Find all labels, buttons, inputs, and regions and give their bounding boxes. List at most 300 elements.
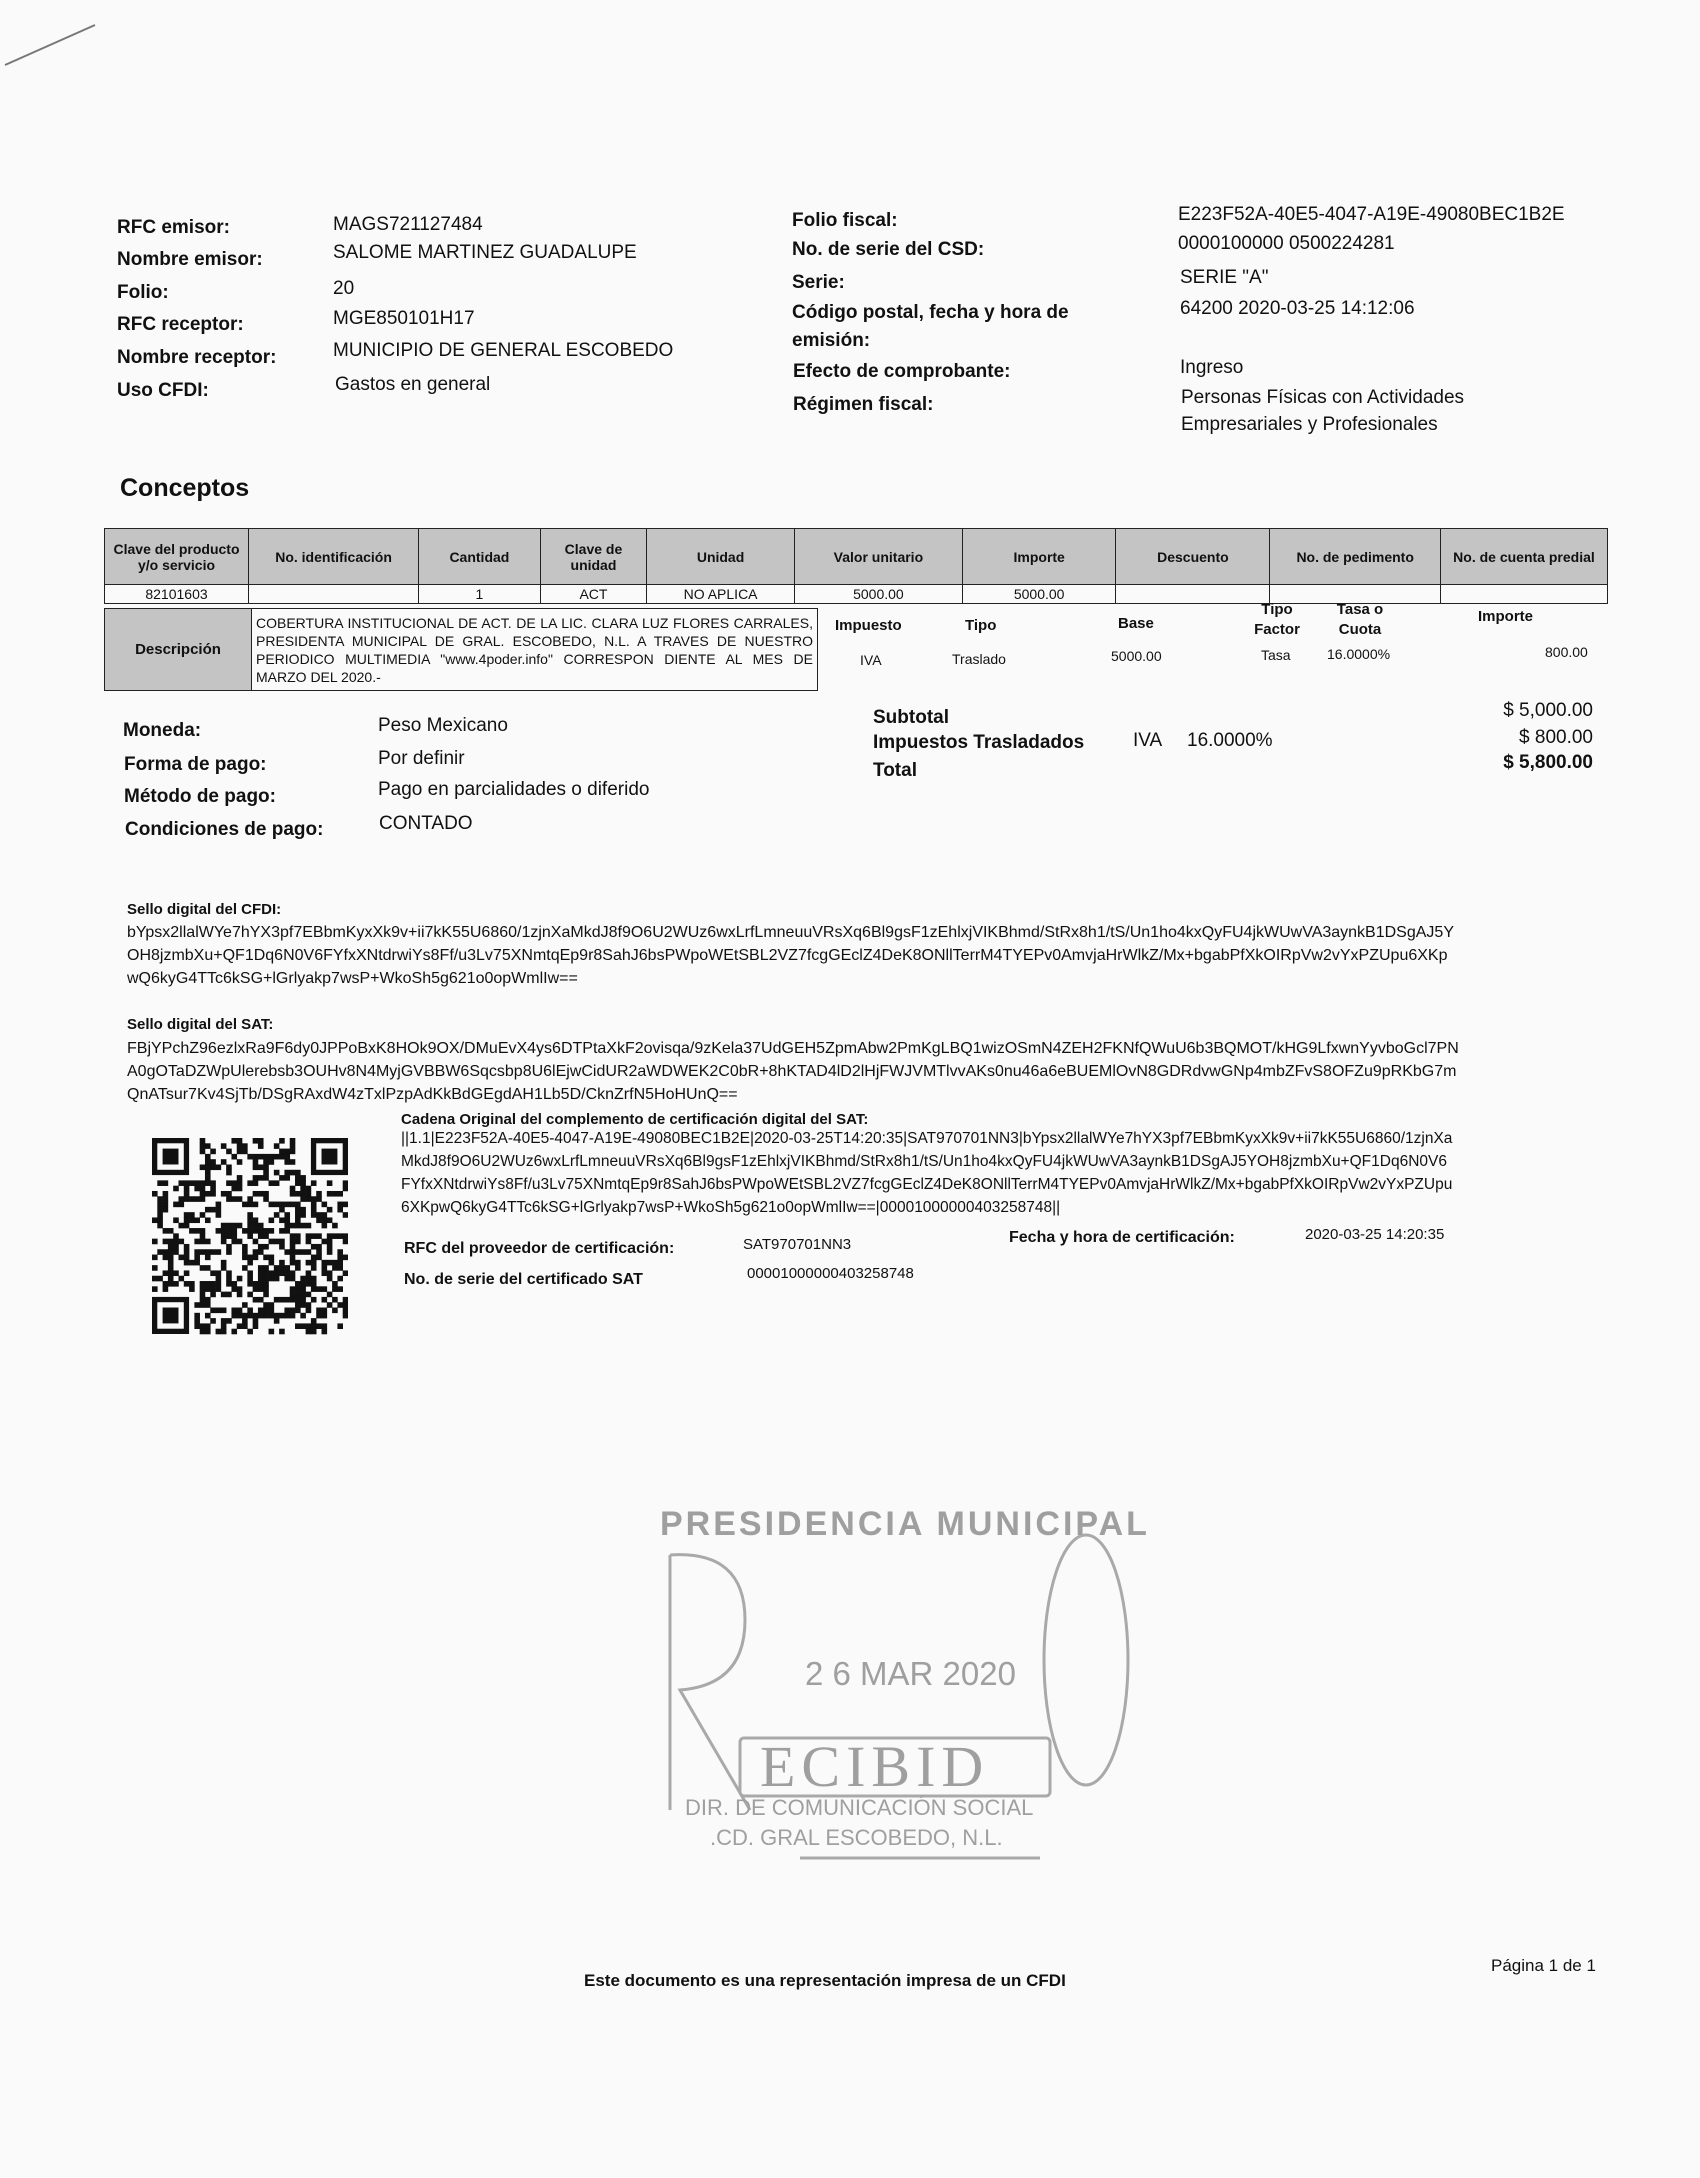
- cell-clave-producto: 82101603: [105, 585, 249, 604]
- qr-module: [327, 1239, 333, 1245]
- header-clave-producto: Clave del producto y/o servicio: [105, 529, 249, 585]
- qr-module: [311, 1329, 317, 1335]
- qr-module: [327, 1302, 333, 1308]
- folio-label: Folio:: [117, 282, 169, 303]
- qr-module: [290, 1233, 296, 1239]
- qr-module: [210, 1281, 216, 1287]
- tax-header-tipo: Tipo: [965, 617, 997, 634]
- qr-module: [221, 1318, 227, 1324]
- qr-module: [274, 1143, 280, 1149]
- qr-module: [226, 1170, 232, 1176]
- qr-module: [205, 1154, 211, 1160]
- qr-module: [263, 1292, 269, 1298]
- qr-module: [205, 1175, 211, 1181]
- qr-module: [284, 1170, 290, 1176]
- qr-module: [279, 1138, 285, 1144]
- qr-module: [163, 1202, 169, 1208]
- qr-module: [279, 1239, 285, 1245]
- qr-module: [258, 1154, 264, 1160]
- qr-module: [269, 1239, 275, 1245]
- qr-module: [205, 1207, 211, 1213]
- header-no-pedimento: No. de pedimento: [1270, 529, 1441, 585]
- metodo-pago: Pago en parcialidades o diferido: [378, 779, 650, 800]
- sello-sat-line: QnATsur7Kv4SjTb/DSgRAxdW4zTxlPzpAdKkBdGEgdAH1Lb5D/CknZrfN5HoHUnQ==: [127, 1086, 738, 1103]
- qr-module: [258, 1138, 264, 1144]
- qr-module: [157, 1249, 163, 1255]
- qr-module: [263, 1265, 269, 1271]
- qr-module: [184, 1196, 190, 1202]
- qr-module: [157, 1207, 163, 1213]
- qr-module: [216, 1202, 222, 1208]
- qr-code: [152, 1138, 348, 1338]
- tax-tasa: 16.0000%: [1327, 646, 1391, 662]
- qr-module: [279, 1154, 285, 1160]
- cell-valor-unitario: 5000.00: [794, 585, 962, 604]
- sello-cfdi: [127, 921, 1617, 990]
- qr-module: [216, 1281, 222, 1287]
- cell-unidad: NO APLICA: [647, 585, 795, 604]
- qr-module: [247, 1223, 253, 1229]
- qr-module: [290, 1202, 296, 1208]
- qr-module: [343, 1313, 348, 1319]
- qr-module: [247, 1270, 253, 1276]
- qr-module: [221, 1323, 227, 1329]
- sello-sat-line: A0gOTaDZWpUlerebsb3OUHv8N4MyjGVBBW6Sqcsbp8U6lEjwCidUR2aWDWEK2C0bR+8hKTAD4lD2lHjFWJVMTlvvAKs0nu46a6eBUEMlOvN8GDRdvwGNp4mbZFvS8OFZu9pRKbG7m: [127, 1063, 1457, 1080]
- qr-module: [194, 1228, 200, 1234]
- qr-module: [216, 1286, 222, 1292]
- qr-module: [284, 1175, 290, 1181]
- qr-module: [258, 1297, 264, 1303]
- qr-module: [237, 1175, 243, 1181]
- qr-module: [316, 1233, 322, 1239]
- qr-module: [284, 1228, 290, 1234]
- qr-module: [274, 1154, 280, 1160]
- qr-module: [316, 1217, 322, 1223]
- qr-module: [247, 1281, 253, 1287]
- qr-module: [263, 1233, 269, 1239]
- qr-module: [269, 1302, 275, 1308]
- qr-module: [221, 1239, 227, 1245]
- qr-module: [263, 1270, 269, 1276]
- qr-module: [242, 1249, 248, 1255]
- qr-module: [274, 1276, 280, 1282]
- qr-module: [242, 1318, 248, 1324]
- description-table: [104, 608, 818, 691]
- qr-module: [194, 1255, 200, 1261]
- qr-module: [247, 1313, 253, 1319]
- qr-module: [322, 1212, 328, 1218]
- sello-cfdi-label: Sello digital del CFDI:: [127, 901, 282, 918]
- svg-text:.CD. GRAL ESCOBEDO, N.L.: .CD. GRAL ESCOBEDO, N.L.: [710, 1825, 1003, 1850]
- qr-module: [178, 1180, 184, 1186]
- qr-module: [290, 1270, 296, 1276]
- qr-module: [290, 1308, 296, 1314]
- qr-module: [290, 1186, 296, 1192]
- qr-module: [210, 1186, 216, 1192]
- qr-module: [205, 1265, 211, 1271]
- qr-module: [332, 1297, 338, 1303]
- qr-module: [216, 1164, 222, 1170]
- qr-module: [226, 1281, 232, 1287]
- qr-module: [332, 1191, 338, 1197]
- qr-module: [300, 1196, 306, 1202]
- qr-module: [200, 1249, 206, 1255]
- nombre-emisor-label: Nombre emisor:: [117, 249, 263, 270]
- qr-module: [295, 1212, 301, 1218]
- qr-module: [269, 1154, 275, 1160]
- qr-module: [231, 1233, 237, 1239]
- qr-module: [189, 1228, 195, 1234]
- qr-module: [242, 1228, 248, 1234]
- qr-module: [263, 1228, 269, 1234]
- qr-module: [279, 1244, 285, 1250]
- qr-module: [152, 1217, 158, 1223]
- qr-module: [274, 1180, 280, 1186]
- cadena-original-title: Cadena Original del complemento de certificación digital del SAT:: [401, 1111, 869, 1128]
- qr-module: [237, 1143, 243, 1149]
- qr-module: [231, 1228, 237, 1234]
- qr-module: [231, 1286, 237, 1292]
- qr-module: [322, 1308, 328, 1314]
- qr-module: [337, 1255, 343, 1261]
- qr-module: [295, 1265, 301, 1271]
- serie-csd: 0000100000 0500224281: [1178, 233, 1395, 254]
- qr-module: [205, 1313, 211, 1319]
- qr-module: [194, 1302, 200, 1308]
- qr-module: [237, 1313, 243, 1319]
- qr-module: [258, 1281, 264, 1287]
- qr-module: [290, 1239, 296, 1245]
- qr-module: [237, 1223, 243, 1229]
- qr-module: [316, 1313, 322, 1319]
- qr-module: [311, 1318, 317, 1324]
- serie-certificado-sat-label: No. de serie del certificado SAT: [404, 1271, 643, 1288]
- qr-module: [269, 1329, 275, 1335]
- qr-module: [226, 1233, 232, 1239]
- qr-module: [189, 1212, 195, 1218]
- qr-module: [173, 1233, 179, 1239]
- qr-module: [263, 1286, 269, 1292]
- impuestos-tipo: IVA: [1133, 730, 1163, 751]
- qr-module: [242, 1255, 248, 1261]
- qr-module: [200, 1292, 206, 1298]
- qr-module: [247, 1154, 253, 1160]
- conceptos-title: Conceptos: [120, 474, 250, 502]
- qr-module: [332, 1260, 338, 1266]
- qr-module: [263, 1302, 269, 1308]
- qr-module: [332, 1265, 338, 1271]
- qr-module: [258, 1191, 264, 1197]
- qr-module: [279, 1228, 285, 1234]
- rfc-emisor-label: RFC emisor:: [117, 217, 230, 238]
- qr-module: [332, 1233, 338, 1239]
- cadena-line: ||1.1|E223F52A-40E5-4047-A19E-49080BEC1B2E|2020-03-25T14:20:35|SAT970701NN3|bYpsx2llalWYe7hYX3pf7EBbmKyxXk9v+ii7kK55U6860/1zjnXa: [401, 1130, 1453, 1147]
- serie-label: Serie:: [792, 272, 845, 293]
- qr-module: [205, 1297, 211, 1303]
- nombre-receptor: MUNICIPIO DE GENERAL ESCOBEDO: [333, 340, 674, 361]
- tax-tipo-factor: Tasa: [1261, 647, 1291, 663]
- qr-module: [279, 1329, 285, 1335]
- qr-module: [242, 1265, 248, 1271]
- qr-module: [221, 1191, 227, 1197]
- tax-header-base: Base: [1118, 615, 1154, 632]
- fecha-certificacion: 2020-03-25 14:20:35: [1305, 1226, 1445, 1243]
- qr-module: [200, 1228, 206, 1234]
- qr-module: [279, 1297, 285, 1303]
- qr-module: [231, 1329, 237, 1335]
- cell-clave-unidad: ACT: [540, 585, 647, 604]
- qr-module: [184, 1217, 190, 1223]
- qr-module: [168, 1249, 174, 1255]
- qr-module: [258, 1276, 264, 1282]
- qr-module: [290, 1297, 296, 1303]
- qr-module: [274, 1265, 280, 1271]
- qr-module: [295, 1286, 301, 1292]
- qr-module: [311, 1276, 317, 1282]
- qr-module: [332, 1281, 338, 1287]
- qr-module: [152, 1265, 158, 1271]
- qr-module: [337, 1260, 343, 1266]
- qr-module: [311, 1286, 317, 1292]
- qr-module: [327, 1191, 333, 1197]
- qr-module: [327, 1292, 333, 1298]
- qr-module: [226, 1276, 232, 1282]
- qr-module: [284, 1297, 290, 1303]
- qr-module: [295, 1191, 301, 1197]
- qr-module: [300, 1302, 306, 1308]
- qr-module: [258, 1308, 264, 1314]
- qr-module: [343, 1255, 348, 1261]
- qr-module: [226, 1228, 232, 1234]
- qr-module: [322, 1260, 328, 1266]
- qr-module: [263, 1281, 269, 1287]
- qr-module: [284, 1223, 290, 1229]
- qr-module: [327, 1244, 333, 1250]
- tax-header-impuesto: Impuesto: [835, 617, 902, 634]
- qr-module: [311, 1260, 317, 1266]
- qr-module: [306, 1302, 312, 1308]
- serie-csd-label: No. de serie del CSD:: [792, 239, 985, 260]
- qr-module: [295, 1249, 301, 1255]
- qr-module: [258, 1313, 264, 1319]
- qr-module: [237, 1196, 243, 1202]
- qr-module: [242, 1149, 248, 1155]
- qr-module: [290, 1138, 296, 1144]
- qr-module: [322, 1202, 328, 1208]
- qr-module: [173, 1186, 179, 1192]
- qr-module: [221, 1260, 227, 1266]
- footer-note: Este documento es una representación impresa de un CFDI: [584, 1971, 1066, 1990]
- qr-module: [300, 1207, 306, 1213]
- qr-module: [258, 1286, 264, 1292]
- qr-module: [231, 1281, 237, 1287]
- qr-module: [184, 1191, 190, 1197]
- nombre-receptor-label: Nombre receptor:: [117, 347, 277, 368]
- qr-module: [311, 1265, 317, 1271]
- qr-module: [163, 1249, 169, 1255]
- qr-module: [258, 1244, 264, 1250]
- qr-module: [184, 1281, 190, 1287]
- qr-module: [226, 1149, 232, 1155]
- qr-module: [306, 1292, 312, 1298]
- qr-module: [274, 1212, 280, 1218]
- qr-module: [327, 1270, 333, 1276]
- qr-module: [237, 1239, 243, 1245]
- qr-module: [284, 1270, 290, 1276]
- qr-module: [210, 1159, 216, 1165]
- qr-module: [343, 1180, 348, 1186]
- qr-module: [200, 1149, 206, 1155]
- qr-module: [152, 1255, 158, 1261]
- qr-module: [269, 1313, 275, 1319]
- cadena-line: FYfxXNtdrwiYs8Ff/u3Lv75XNmtqEp9r8SahJ6bsPWpoWEtSBL2VZ7fcgGEclZ4DeK8ONllTerrM4TYEPv0AmvjaHrWlkZ/Mx+bgabPfXkOIRpVw2vYxPZUpu: [401, 1176, 1453, 1193]
- qr-module: [300, 1180, 306, 1186]
- qr-module: [295, 1239, 301, 1245]
- qr-module: [216, 1212, 222, 1218]
- qr-module: [269, 1159, 275, 1165]
- qr-module: [290, 1276, 296, 1282]
- header-importe: Importe: [962, 529, 1115, 585]
- qr-module: [237, 1323, 243, 1329]
- qr-module: [163, 1196, 169, 1202]
- qr-module: [184, 1270, 190, 1276]
- qr-module: [279, 1175, 285, 1181]
- qr-module: [216, 1276, 222, 1282]
- qr-module: [279, 1207, 285, 1213]
- qr-module: [306, 1191, 312, 1197]
- qr-module: [253, 1164, 259, 1170]
- qr-module: [184, 1223, 190, 1229]
- qr-module: [263, 1276, 269, 1282]
- qr-module: [237, 1159, 243, 1165]
- qr-module: [231, 1239, 237, 1245]
- qr-module: [226, 1318, 232, 1324]
- qr-module: [263, 1154, 269, 1160]
- qr-module: [247, 1228, 253, 1234]
- qr-module: [300, 1249, 306, 1255]
- qr-module: [337, 1323, 343, 1329]
- qr-module: [300, 1175, 306, 1181]
- qr-module: [327, 1207, 333, 1213]
- qr-module: [263, 1244, 269, 1250]
- qr-module: [210, 1207, 216, 1213]
- qr-module: [200, 1186, 206, 1192]
- efecto-label: Efecto de comprobante:: [793, 361, 1011, 382]
- qr-module: [279, 1265, 285, 1271]
- qr-module: [337, 1191, 343, 1197]
- qr-module: [157, 1180, 163, 1186]
- qr-module: [322, 1313, 328, 1319]
- header-no-identificacion: No. identificación: [249, 529, 419, 585]
- qr-module: [295, 1308, 301, 1314]
- qr-module: [226, 1249, 232, 1255]
- tax-header-tasa-cuota: Tasa o Cuota: [1336, 601, 1384, 638]
- qr-module: [253, 1175, 259, 1181]
- qr-module: [327, 1180, 333, 1186]
- qr-module: [168, 1265, 174, 1271]
- qr-module: [263, 1175, 269, 1181]
- qr-module: [168, 1239, 174, 1245]
- qr-module: [316, 1255, 322, 1261]
- qr-module: [311, 1281, 317, 1287]
- qr-module: [205, 1249, 211, 1255]
- qr-module: [253, 1138, 259, 1144]
- qr-module: [300, 1281, 306, 1287]
- qr-module: [290, 1286, 296, 1292]
- qr-module: [295, 1260, 301, 1266]
- qr-module: [189, 1260, 195, 1266]
- tax-header-tipo-factor: Tipo Factor: [1254, 601, 1300, 638]
- qr-module: [189, 1196, 195, 1202]
- qr-module: [316, 1212, 322, 1218]
- condiciones-pago: CONTADO: [379, 813, 473, 834]
- qr-module: [194, 1260, 200, 1266]
- sello-sat-line: FBjYPchZ96ezlxRa9F6dy0JPPoBxK8HOk9OX/DMuEvX4ys6DTPtaXkF2ovisqa/9zKela37UdGEH5ZpmAbw2PmKgLBQ1wizOSmN4ZEH2FKNfQWuU6b3BQMOT/kHG9LfxwnYyvboGcl7PN: [127, 1040, 1459, 1057]
- cadena-line: 6XKpwQ6kyG4TTc6kSG+lGrlyakp7wsP+WkoSh5g621o0opWmlIw==|00001000000403258748||: [401, 1199, 1061, 1216]
- qr-module: [205, 1143, 211, 1149]
- sello-sat-label: Sello digital del SAT:: [127, 1016, 274, 1033]
- qr-module: [263, 1159, 269, 1165]
- qr-module: [231, 1223, 237, 1229]
- qr-module: [258, 1265, 264, 1271]
- folio: 20: [333, 278, 355, 299]
- qr-module: [163, 1255, 169, 1261]
- qr-module: [226, 1270, 232, 1276]
- qr-module: [221, 1308, 227, 1314]
- header-cantidad: Cantidad: [419, 529, 541, 585]
- impuestos-tasa: 16.0000%: [1187, 730, 1273, 751]
- efecto: Ingreso: [1180, 357, 1244, 378]
- qr-module: [200, 1180, 206, 1186]
- qr-module: [311, 1297, 317, 1303]
- qr-module: [200, 1323, 206, 1329]
- qr-module: [184, 1180, 190, 1186]
- qr-module: [200, 1191, 206, 1197]
- qr-module: [210, 1286, 216, 1292]
- qr-module: [306, 1260, 312, 1266]
- forma-pago-label: Forma de pago:: [124, 754, 267, 775]
- qr-module: [322, 1239, 328, 1245]
- qr-module: [274, 1170, 280, 1176]
- qr-module: [253, 1202, 259, 1208]
- qr-module: [221, 1292, 227, 1298]
- qr-module: [157, 1217, 163, 1223]
- qr-module: [306, 1270, 312, 1276]
- qr-module: [205, 1164, 211, 1170]
- qr-module: [253, 1286, 259, 1292]
- qr-module: [279, 1313, 285, 1319]
- qr-module: [194, 1249, 200, 1255]
- qr-module: [253, 1191, 259, 1197]
- qr-module: [226, 1196, 232, 1202]
- qr-module: [269, 1228, 275, 1234]
- qr-module: [263, 1164, 269, 1170]
- qr-module: [210, 1249, 216, 1255]
- qr-module: [221, 1329, 227, 1335]
- qr-module: [194, 1186, 200, 1192]
- cadena-original: [401, 1127, 1621, 1219]
- qr-module: [290, 1255, 296, 1261]
- qr-module: [290, 1159, 296, 1165]
- svg-text:ECIBID: ECIBID: [760, 1734, 990, 1799]
- subtotal-label: Subtotal: [873, 707, 949, 728]
- qr-module: [200, 1302, 206, 1308]
- qr-module: [200, 1143, 206, 1149]
- qr-module: [284, 1217, 290, 1223]
- qr-module: [226, 1244, 232, 1250]
- qr-module: [226, 1292, 232, 1298]
- qr-module: [184, 1249, 190, 1255]
